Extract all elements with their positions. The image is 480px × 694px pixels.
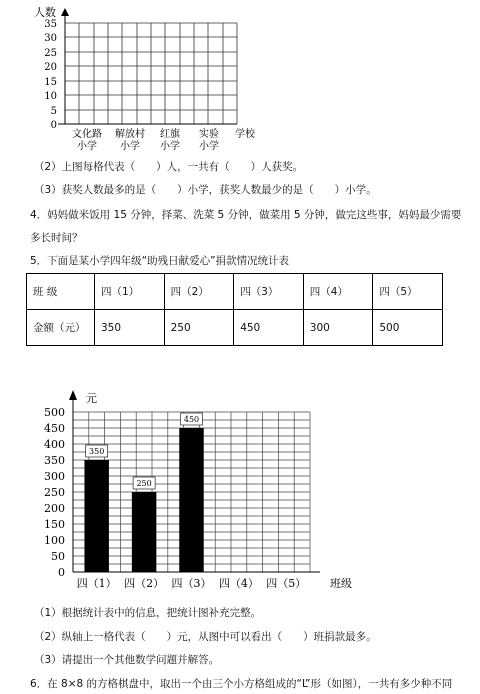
- chart1-xtick: 小学: [199, 141, 219, 152]
- chart2-ytick: 500: [44, 406, 65, 419]
- table-cell: 500: [373, 310, 443, 346]
- chart1-grid: [65, 23, 237, 124]
- question-4-line2: 多长时间？: [30, 232, 83, 244]
- sub-question-2: （2）纵轴上一格代表（ ）元，从图中可以看出（ ）班捐款最多。: [34, 631, 377, 643]
- chart2-ytick: 0: [58, 566, 65, 579]
- table-cell: 250: [164, 310, 234, 346]
- question-3: （3）获奖人数最多的是（ ）小学，获奖人数最少的是（ ）小学。: [34, 184, 377, 196]
- table-cell: 四（2）: [164, 274, 234, 310]
- chart2-ytick: 200: [44, 502, 65, 515]
- chart1-ytick: 10: [44, 91, 57, 102]
- table-cell: 350: [95, 310, 165, 346]
- chart1-xtick: 小学: [120, 141, 140, 152]
- chart2-xtick: 四（1）: [76, 577, 117, 590]
- table-cell: 四（4）: [303, 274, 373, 310]
- chart2-ytick: 150: [44, 518, 65, 531]
- chart2-xtick: 四（4）: [218, 577, 259, 590]
- chart2-xtick: 四（5）: [266, 577, 307, 590]
- chart2-bar: [84, 460, 108, 572]
- table-cell: 四（3）: [234, 274, 304, 310]
- chart2-ylabel: 元: [86, 392, 97, 405]
- table-header-row: [27, 274, 443, 310]
- donation-table: [26, 273, 443, 346]
- chart2-ytick: 300: [44, 470, 65, 483]
- question-5: 5．下面是某小学四年级“助残日献爱心”捐款情况统计表: [30, 255, 290, 267]
- chart2-ytick: 350: [44, 454, 65, 467]
- sub-question-1: （1）根据统计表中的信息，把统计图补充完整。: [34, 607, 262, 619]
- chart2-ytick: 50: [51, 550, 65, 563]
- chart1-ytick: 0: [50, 120, 57, 131]
- table-cell: 金额（元）: [27, 310, 95, 346]
- chart2-bar: [179, 428, 203, 572]
- chart2-y-ticks: [44, 406, 65, 579]
- chart1-ylabel: 人数: [34, 6, 56, 19]
- chart2-ytick: 400: [44, 438, 65, 451]
- chart1-xtick: 小学: [160, 141, 180, 152]
- chart1-ytick: 35: [44, 19, 57, 30]
- chart1-ytick: 5: [50, 106, 57, 117]
- donation-bar-chart: [0, 380, 480, 600]
- table-row: [27, 310, 443, 346]
- chart2-bar: [132, 492, 156, 572]
- chart2-x-ticks: [77, 577, 307, 590]
- sub-question-3: （3）请提出一个其他数学问题并解答。: [34, 654, 220, 666]
- chart1-xlabel: 学校: [235, 129, 255, 140]
- chart1-xtick: 小学: [77, 141, 97, 152]
- question-2: （2）上图每格代表（ ）人，一共有（ ）人获奖。: [34, 161, 304, 173]
- chart2-xlabel: 班级: [330, 577, 352, 590]
- table-cell: 300: [303, 310, 373, 346]
- question-4-line1: 4．妈妈做米饭用 15 分钟，择菜、洗菜 5 分钟，做菜用 5 分钟，做完这些事，妈妈最少需要: [30, 209, 462, 221]
- chart1-xtick: 文化路: [72, 129, 102, 140]
- chart2-ytick: 450: [44, 422, 65, 435]
- chart2-bars: [84, 413, 203, 572]
- question-6: 6．在 8×8 的方格棋盘中，取出一个由三个小方格组成的“L”形（如图），一共有多少种不同: [30, 678, 453, 690]
- table-cell: 450: [234, 310, 304, 346]
- chart-award-grid: [0, 0, 480, 160]
- table-cell: 班 级: [27, 274, 95, 310]
- chart1-y-arrow: [61, 8, 69, 16]
- chart1-ytick: 15: [44, 77, 57, 88]
- chart2-data-label: 450: [183, 415, 200, 424]
- chart2-data-label: 250: [136, 479, 152, 488]
- chart1-ytick: 30: [44, 33, 57, 44]
- chart2-ytick: 100: [44, 534, 65, 547]
- chart1-x-ticks: [72, 127, 256, 152]
- table-cell: 四（1）: [95, 274, 165, 310]
- chart2-ytick: 250: [44, 486, 65, 499]
- chart1-y-ticks: [44, 19, 57, 131]
- chart2-xtick: 四（3）: [171, 577, 212, 590]
- table-cell: 四（5）: [373, 274, 443, 310]
- chart1-xtick: 解放村: [115, 129, 145, 140]
- chart1-xtick: 实验: [199, 129, 219, 140]
- chart2-y-arrow: [69, 390, 77, 400]
- chart2-data-label: 350: [89, 447, 105, 456]
- chart1-ytick: 20: [44, 62, 57, 73]
- chart1-xtick: 红旗: [160, 129, 180, 140]
- chart1-ytick: 25: [44, 48, 57, 59]
- chart2-xtick: 四（2）: [124, 577, 165, 590]
